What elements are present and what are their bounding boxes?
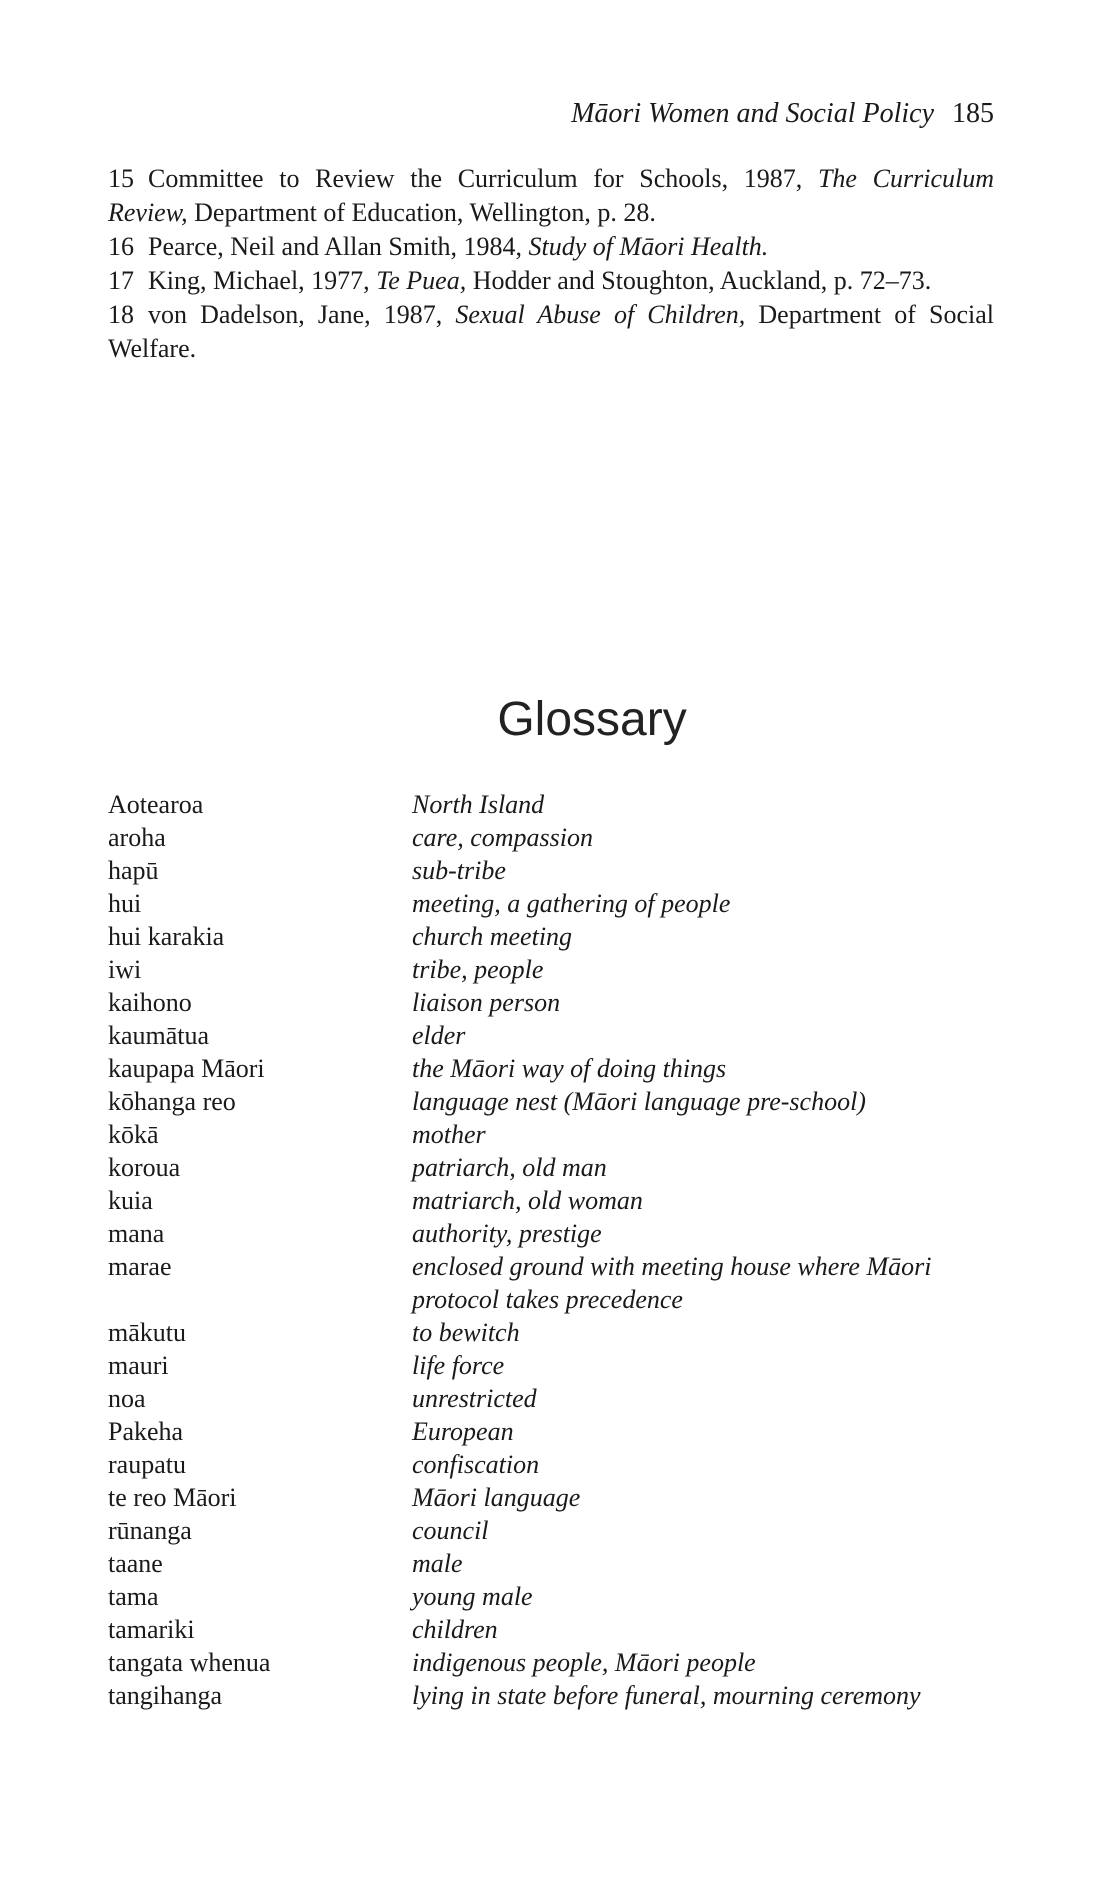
endnote-number: 17 — [108, 266, 134, 295]
endnote-text: King, Michael, 1977, — [148, 266, 377, 295]
glossary-definition: the Māori way of doing things — [412, 1054, 727, 1083]
glossary-entry — [108, 1679, 998, 1712]
glossary-entry — [108, 920, 998, 953]
glossary-definition: sub-tribe — [412, 856, 506, 885]
endnote-text: Department of Social Welfare. — [108, 300, 994, 363]
glossary-definition: to bewitch — [412, 1318, 520, 1347]
glossary-list — [108, 788, 998, 1712]
glossary-entry — [108, 1481, 998, 1514]
endnote-title: The Curriculum Review, — [108, 164, 994, 227]
glossary-definition: unrestricted — [412, 1384, 537, 1413]
endnotes — [108, 162, 994, 366]
glossary-term: marae — [108, 1252, 172, 1281]
endnote-text: Pearce, Neil and Allan Smith, 1984, — [148, 232, 529, 261]
glossary-term: tama — [108, 1582, 159, 1611]
glossary-entry — [108, 953, 998, 986]
glossary-definition: mother — [412, 1120, 486, 1149]
glossary-term: te reo Māori — [108, 1483, 237, 1512]
glossary-entry — [108, 1448, 998, 1481]
glossary-term: aroha — [108, 823, 166, 852]
glossary-entry — [108, 821, 998, 854]
glossary-definition: indigenous people, Māori people — [412, 1648, 756, 1677]
glossary-term: taane — [108, 1549, 163, 1578]
glossary-entry — [108, 1217, 998, 1250]
glossary-term: Aotearoa — [108, 790, 204, 819]
glossary-term: mākutu — [108, 1318, 186, 1347]
glossary-entry — [108, 1580, 998, 1613]
endnote-title: Te Puea, — [376, 266, 467, 295]
glossary-entry — [108, 887, 998, 920]
glossary-term: rūnanga — [108, 1516, 192, 1545]
glossary-entry — [108, 1184, 998, 1217]
running-head — [571, 98, 994, 130]
glossary-term: mauri — [108, 1351, 169, 1380]
glossary-entry — [108, 1349, 998, 1382]
glossary-entry — [108, 1250, 998, 1316]
glossary-definition: authority, prestige — [412, 1219, 602, 1248]
glossary-term: kaumātua — [108, 1021, 210, 1050]
glossary-term: kaihono — [108, 988, 192, 1017]
glossary-term: tangata whenua — [108, 1648, 271, 1677]
endnote-title: Sexual Abuse of Children, — [455, 300, 746, 329]
glossary-definition: male — [412, 1549, 463, 1578]
glossary-term: kōhanga reo — [108, 1087, 236, 1116]
page-number: 185 — [952, 98, 994, 129]
glossary-definition: liaison person — [412, 988, 561, 1017]
running-head-title: Māori Women and Social Policy — [571, 98, 934, 129]
glossary-entry — [108, 986, 998, 1019]
glossary-entry — [108, 1316, 998, 1349]
glossary-definition: enclosed ground with meeting house where Māori protocol takes precedence — [412, 1252, 932, 1314]
glossary-definition: meeting, a gathering of people — [412, 889, 731, 918]
glossary-entry — [108, 1415, 998, 1448]
glossary-definition: elder — [412, 1021, 466, 1050]
glossary-definition: patriarch, old man — [412, 1153, 607, 1182]
glossary-entry — [108, 1052, 998, 1085]
glossary-entry — [108, 1019, 998, 1052]
glossary-definition: care, compassion — [412, 823, 594, 852]
glossary-term: koroua — [108, 1153, 181, 1182]
glossary-definition: tribe, people — [412, 955, 544, 984]
glossary-entry — [108, 1646, 998, 1679]
glossary-title: Glossary — [497, 693, 687, 746]
endnote-text: von Dadelson, Jane, 1987, — [148, 300, 456, 329]
glossary-entry — [108, 1613, 998, 1646]
glossary-term: hapū — [108, 856, 159, 885]
glossary-entry — [108, 1514, 998, 1547]
glossary-entry — [108, 1118, 998, 1151]
glossary-definition: lying in state before funeral, mourning ceremony — [412, 1681, 921, 1710]
glossary-entry — [108, 1151, 998, 1184]
glossary-definition: Māori language — [412, 1483, 581, 1512]
endnote-number: 18 — [108, 300, 134, 329]
endnote — [108, 264, 994, 298]
endnote — [108, 230, 994, 264]
endnote — [108, 298, 994, 366]
glossary-term: tangihanga — [108, 1681, 223, 1710]
glossary-definition: council — [412, 1516, 489, 1545]
endnote-title: Study of Māori Health. — [528, 232, 769, 261]
glossary-entry — [108, 854, 998, 887]
glossary-term: kōkā — [108, 1120, 159, 1149]
glossary-term: hui — [108, 889, 142, 918]
glossary-definition: life force — [412, 1351, 505, 1380]
glossary-definition: confiscation — [412, 1450, 540, 1479]
endnote-number: 15 — [108, 164, 134, 193]
glossary-entry — [108, 788, 998, 821]
endnote-number: 16 — [108, 232, 134, 261]
glossary-definition: children — [412, 1615, 498, 1644]
glossary-term: tamariki — [108, 1615, 195, 1644]
glossary-term: mana — [108, 1219, 165, 1248]
glossary-term: hui karakia — [108, 922, 225, 951]
endnote-text: Department of Education, Wellington, p. 28. — [187, 198, 656, 227]
endnote-text: Hodder and Stoughton, Auckland, p. 72–73. — [466, 266, 932, 295]
endnote-text: Committee to Review the Curriculum for Schools, 1987, — [148, 164, 818, 193]
endnote — [108, 162, 994, 230]
glossary-definition: language nest (Māori language pre-school) — [412, 1087, 866, 1116]
glossary-entry — [108, 1085, 998, 1118]
glossary-entry — [108, 1547, 998, 1580]
glossary-definition: young male — [412, 1582, 533, 1611]
glossary-term: kuia — [108, 1186, 153, 1215]
glossary-term: noa — [108, 1384, 146, 1413]
glossary-term: Pakeha — [108, 1417, 184, 1446]
glossary-definition: European — [412, 1417, 514, 1446]
glossary-term: raupatu — [108, 1450, 186, 1479]
glossary-entry — [108, 1382, 998, 1415]
glossary-definition: matriarch, old woman — [412, 1186, 643, 1215]
glossary-term: kaupapa Māori — [108, 1054, 265, 1083]
glossary-term: iwi — [108, 955, 142, 984]
glossary-definition: North Island — [412, 790, 545, 819]
glossary-definition: church meeting — [412, 922, 573, 951]
